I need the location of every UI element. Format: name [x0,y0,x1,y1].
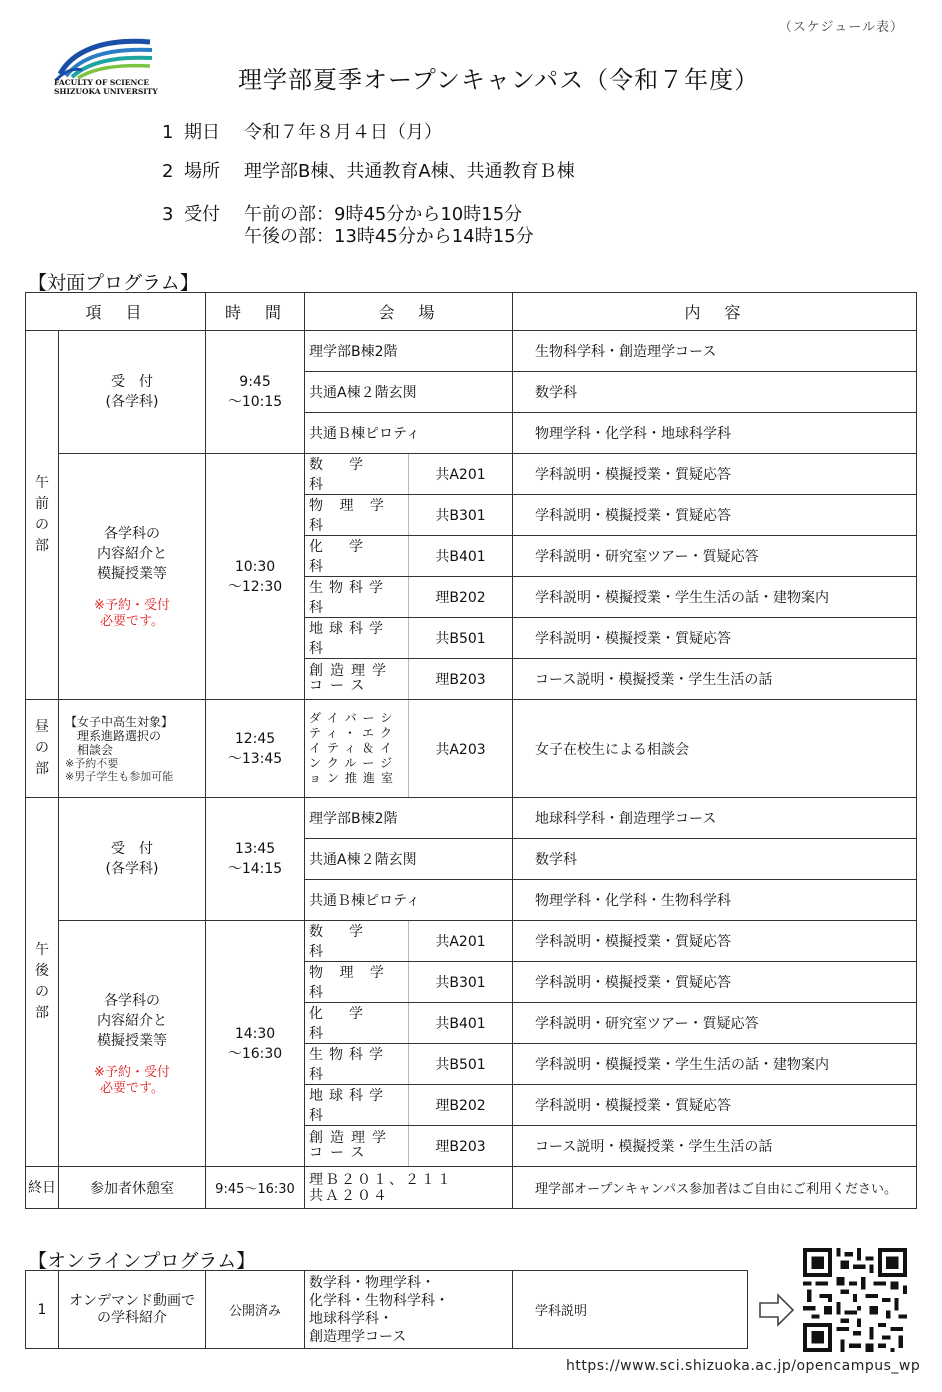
session-label: 午前の部 [35,475,49,554]
info-date [162,122,442,144]
time-cell [206,798,305,921]
session-label: 昼の部 [35,719,49,777]
online-name [59,1271,206,1349]
content-cell: 学科説明・模擬授業・質疑応答 [513,495,917,536]
room-cell: 理B203 [409,659,513,700]
room-cell: 共B501 [409,1044,513,1085]
table-row [26,700,917,798]
table-row [26,454,917,495]
online-content: 学科説明 [513,1271,748,1349]
info-value: 午後の部：13時45分から14時15分 [244,226,534,247]
header-venue: 会 場 [305,293,513,331]
dept-cell: 創造理学コース [305,1126,409,1167]
room-cell: 理B202 [409,1085,513,1126]
info-reception [162,204,522,226]
dept-cell: 物 理 学 科 [305,962,409,1003]
table-header [26,293,917,331]
info-num: 2 [162,161,174,182]
content-cell: 学科説明・模擬授業・質疑応答 [513,454,917,495]
lounge-venue-line: 共Ａ２０４ [309,1187,390,1204]
venue-cell: 理学部B棟2階 [305,331,513,372]
room-cell: 共B301 [409,495,513,536]
reservation-note: ※予約・受付 [94,597,170,613]
content-cell: コース説明・模擬授業・学生生活の話 [513,1126,917,1167]
time-end: ～16:30 [227,1045,283,1062]
program-name: 模擬授業等 [97,1032,167,1049]
schedule-label: （スケジュール表） [778,20,904,35]
time-end: ～13:45 [227,750,283,767]
content-cell: 学科説明・模擬授業・質疑応答 [513,1085,917,1126]
noon-name: 【女子中高生対象】 [65,714,174,729]
reception-cell [59,331,206,454]
content-cell: 学科説明・模擬授業・学生生活の話・建物案内 [513,577,917,618]
content-cell: 数学科 [513,839,917,880]
program-name: 各学科の [104,525,160,542]
time-cell [206,454,305,700]
venue-cell: 共通Ｂ棟ピロティ [305,413,513,454]
content-cell: 学科説明・研究室ツアー・質疑応答 [513,1003,917,1044]
room-cell: 理B202 [409,577,513,618]
content-cell: 学科説明・模擬授業・質疑応答 [513,618,917,659]
table-row [26,1167,917,1209]
table-row [26,921,917,962]
info-reception-2 [244,226,534,248]
time-end: ～14:15 [227,861,283,877]
content-cell: 数学科 [513,372,917,413]
time-start: 12:45 [234,730,276,747]
reception-name: 受 付 [111,374,153,390]
room-cell: 共A201 [409,454,513,495]
dept-cell: 化 学 科 [305,1003,409,1044]
content-cell: 地球科学科・創造理学コース [513,798,917,839]
venue-cell: ダイバーシティ・エクイティ＆インクルージョン推進室 [305,700,409,798]
reception-name: 受 付 [111,841,153,857]
table-row [26,1271,748,1349]
online-status: 公開済み [206,1271,305,1349]
reservation-note: 必要です。 [100,1080,164,1096]
time-cell [206,331,305,454]
campus-url[interactable]: https://www.sci.shizuoka.ac.jp/opencampus_wp [566,1358,921,1374]
content-cell: 物理学科・化学科・生物科学科 [513,880,917,921]
program-name: 各学科の [104,992,160,1009]
time-end: ～10:15 [227,394,283,410]
lounge-name: 参加者休憩室 [59,1167,206,1209]
noon-program-cell [59,700,206,798]
lounge-venue-line: 理Ｂ２０１、２１１ [309,1171,454,1188]
time-start: 14:30 [234,1025,276,1042]
info-label: 場所 [184,161,220,182]
logo-text [54,78,158,96]
table-row [26,798,917,839]
content-cell: 物理学科・化学科・地球科学科 [513,413,917,454]
dept-cell: 物 理 学 科 [305,495,409,536]
venue-cell: 共通A棟２階玄関 [305,372,513,413]
online-venue [305,1271,513,1349]
info-label: 受付 [184,204,220,225]
noon-name: 理系進路選択の [77,728,162,743]
page-title: 理学部夏季オープンキャンパス（令和７年度） [238,66,760,94]
content-cell: コース説明・模擬授業・学生生活の話 [513,659,917,700]
header-time: 時 間 [206,293,305,331]
noon-note: ※男子学生も参加可能 [65,769,174,783]
face-program-table [25,292,917,1209]
header-content: 内 容 [513,293,917,331]
program-name: 内容紹介と [97,545,167,562]
lounge-venue [305,1167,513,1209]
room-cell: 理B203 [409,1126,513,1167]
face-program-heading: 【対面プログラム】 [28,272,199,294]
reception-cell [59,798,206,921]
session-allday: 終日 [26,1167,59,1209]
room-cell: 共A201 [409,921,513,962]
time-end: ～12:30 [227,578,283,595]
room-cell: 共B401 [409,1003,513,1044]
right-arrow-icon [758,1292,796,1328]
online-name-line: オンデマンド動画で [69,1292,195,1309]
dept-cell: 数 学 科 [305,921,409,962]
info-label: 期日 [184,122,220,143]
content-cell: 学科説明・模擬授業・学生生活の話・建物案内 [513,1044,917,1085]
session-afternoon [26,798,59,1167]
online-venue-line: 地球科学科・ [309,1310,393,1327]
info-value: 午前の部：9時45分から10時15分 [244,204,523,225]
session-morning [26,331,59,700]
noon-name: 相談会 [77,742,114,757]
info-num: 3 [162,204,174,225]
venue-cell: 理学部B棟2階 [305,798,513,839]
venue-cell: 共通Ｂ棟ピロティ [305,880,513,921]
dept-cell: 地球科学科 [305,1085,409,1126]
venue-cell: 共通A棟２階玄関 [305,839,513,880]
room-cell: 共B501 [409,618,513,659]
dept-cell: 地球科学科 [305,618,409,659]
time-start: 10:30 [234,558,276,575]
info-value: 理学部B棟、共通教育A棟、共通教育Ｂ棟 [244,161,575,182]
content-cell: 学科説明・模擬授業・質疑応答 [513,921,917,962]
dept-cell: 創造理学コース [305,659,409,700]
info-place [162,161,575,183]
info-value: 令和７年８月４日（月） [244,122,442,143]
online-name-line: の学科紹介 [97,1309,167,1326]
room-cell: 共B401 [409,536,513,577]
table-row [26,331,917,372]
program-cell [59,454,206,700]
program-name: 内容紹介と [97,1012,167,1029]
lounge-time: 9:45～16:30 [206,1167,305,1209]
reception-sub: (各学科) [105,394,159,410]
header-item: 項 目 [26,293,206,331]
session-noon [26,700,59,798]
content-cell: 学科説明・模擬授業・質疑応答 [513,962,917,1003]
online-program-table [25,1270,748,1349]
online-venue-line: 創造理学コース [309,1328,407,1345]
room-cell: 共A203 [409,700,513,798]
lounge-content: 理学部オープンキャンパス参加者はご自由にご利用ください。 [513,1167,917,1209]
logo-line-1: FACULTY OF SCIENCE [54,78,150,87]
room-cell: 共B301 [409,962,513,1003]
time-start: 9:45 [239,374,271,390]
noon-note: ※予約不要 [65,756,119,770]
content-cell: 女子在校生による相談会 [513,700,917,798]
time-start: 13:45 [234,841,276,857]
content-cell: 生物科学科・創造理学コース [513,331,917,372]
dept-cell: 生物科学科 [305,1044,409,1085]
program-name: 模擬授業等 [97,565,167,582]
online-venue-line: 数学科・物理学科・ [309,1274,435,1291]
reservation-note: ※予約・受付 [94,1064,170,1080]
session-label: 午後の部 [35,942,49,1021]
online-program-heading: 【オンラインプログラム】 [28,1250,256,1272]
online-venue-line: 化学科・生物科学科・ [309,1292,449,1309]
content-cell: 学科説明・研究室ツアー・質疑応答 [513,536,917,577]
qr-code-icon[interactable] [803,1248,907,1352]
time-cell [206,700,305,798]
reception-sub: (各学科) [105,861,159,877]
time-cell [206,921,305,1167]
logo-line-2: SHIZUOKA UNIVERSITY [54,87,158,96]
dept-cell: 化 学 科 [305,536,409,577]
reservation-note: 必要です。 [100,613,164,629]
online-num: 1 [26,1271,59,1349]
dept-cell: 生物科学科 [305,577,409,618]
info-num: 1 [162,122,174,143]
program-cell [59,921,206,1167]
dept-cell: 数 学 科 [305,454,409,495]
